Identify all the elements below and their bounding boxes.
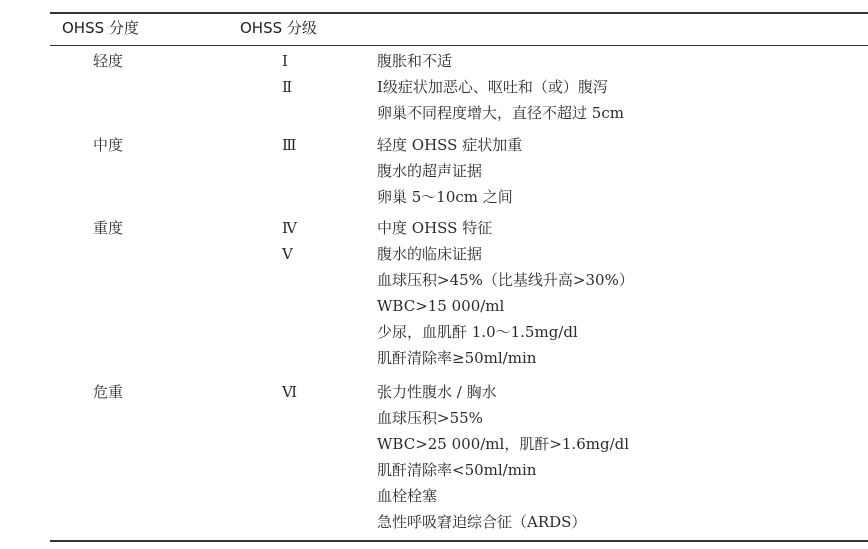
symptom-line: 肌酐清除率<50ml/min: [377, 461, 537, 479]
grade-label: Ⅲ: [282, 136, 297, 154]
grade-cell: [282, 380, 297, 406]
symptom-line: 中度 OHSS 特征: [377, 219, 493, 237]
grade-label: Ⅱ: [282, 78, 293, 96]
header-rule: [50, 45, 868, 46]
grade-cell: [282, 133, 296, 159]
degree-cell: 中度: [93, 136, 124, 154]
grade-cell: [282, 216, 297, 268]
table-top-rule: [50, 12, 868, 14]
symptom-line: 血球压积>45%（比基线升高>30%）: [377, 271, 634, 289]
symptom-line: 腹胀和不适: [377, 52, 453, 70]
symptom-line: WBC>15 000/ml: [377, 297, 505, 315]
symptom-line: 肌酐清除率≥50ml/min: [377, 349, 537, 367]
header-degree: OHSS 分度: [62, 19, 139, 37]
degree-cell: 危重: [93, 383, 124, 401]
symptom-line: 少尿，血肌酐 1.0～1.5mg/dl: [377, 323, 578, 341]
symptom-line: 血球压积>55%: [377, 409, 483, 427]
symptom-cell: [377, 380, 629, 536]
grade-label: Ⅳ: [282, 219, 297, 237]
symptom-line: 卵巢不同程度增大，直径不超过 5cm: [377, 104, 624, 122]
symptom-cell: [377, 216, 634, 372]
symptom-line: 张力性腹水 / 胸水: [377, 383, 497, 401]
symptom-line: 腹水的超声证据: [377, 162, 483, 180]
grade-label: Ⅰ: [282, 52, 288, 70]
symptom-cell: [377, 49, 624, 127]
grade-cell: [282, 49, 292, 101]
symptom-line: 血栓栓塞: [377, 487, 438, 505]
symptom-line: 卵巢 5～10cm 之间: [377, 188, 513, 206]
symptom-line: 轻度 OHSS 症状加重: [377, 136, 523, 154]
degree-cell: 重度: [93, 219, 124, 237]
symptom-line: WBC>25 000/ml，肌酐>1.6mg/dl: [377, 435, 630, 453]
grade-label: Ⅴ: [282, 245, 293, 263]
symptom-line: 急性呼吸窘迫综合征（ARDS）: [377, 513, 587, 531]
symptom-line: Ⅰ级症状加恶心、呕吐和（或）腹泻: [377, 78, 608, 96]
symptom-line: 腹水的临床证据: [377, 245, 483, 263]
symptom-cell: [377, 133, 522, 211]
degree-cell: 轻度: [93, 52, 124, 70]
header-grade: OHSS 分级: [240, 19, 317, 37]
grade-label: Ⅵ: [282, 383, 298, 401]
table-bottom-rule: [50, 540, 868, 542]
